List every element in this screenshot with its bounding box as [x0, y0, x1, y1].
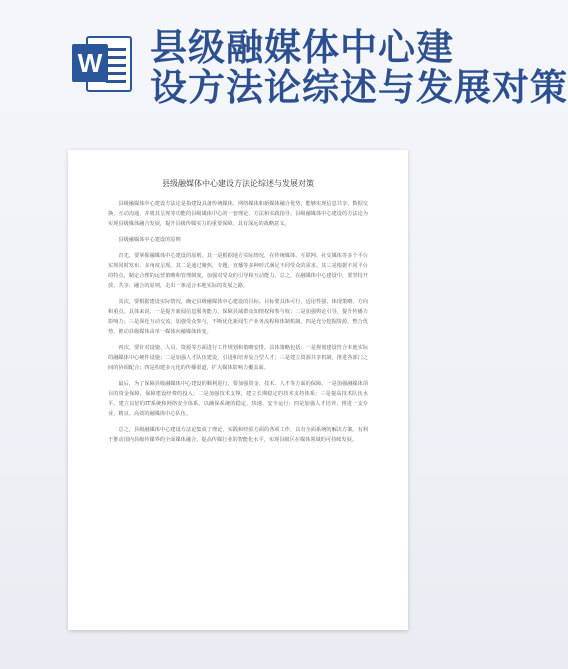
paragraph-fourth: 最后，为了保障县级融媒体中心建设的顺利进行，要加强资金、技术、人才等方面的保障。一是加强融媒体项目的资金保障，保障建设经费的投入；二是加强技术支撑，建立长期稳定的技术支持体系；三是提高技术队伍水平，建立良好的IT系统和网络安全体系，以确保系统的稳定、快速、安全运行；四是加强人才培养，推进一支专业、精良、高效的融媒体中心队伍。 [108, 381, 368, 417]
document-page [68, 150, 408, 630]
header-banner [0, 0, 568, 120]
paragraph-conclusion: 总之，县级融媒体中心建设方法论集成了理论、实践和经验方面的各项工作，具有全面系统的解决方案。有利于推动国内县级传媒界的全面媒体融合，提高传媒行业的智能化水平，实现县级区在媒体领域的可持续发展。 [108, 427, 368, 443]
word-document-icon [72, 34, 134, 96]
banner-title-line1: 县级融媒体中心建 [150, 26, 454, 69]
document-title: 县级融媒体中心建设方法论综述与发展对策 [162, 179, 314, 188]
banner-title [150, 26, 568, 109]
paragraph-intro: 县级融媒体中心建设方法论是指建设具备传统媒体、网络媒体和新媒体融合优势，能够实现信息共享、数据交换、互动沟通，并将其呈现等功能的县级媒体中心的一套理论、方法和实践指导。县级融媒体中心建设的方法论为实现县级媒体融合发展，提升县级传媒实力的重要保障，具有深远的战略意义。 [108, 201, 368, 227]
banner-title-line2: 设方法论综述与发展对策 [150, 66, 568, 109]
paragraph-second: 其次，要根据建设实际情况，确定县级融媒体中心建设的目标。目标要具体可行，适用性强，体现策略、方向和重点。具体来说，一是提升新闻信息服务能力，保障县域群众知情权和参与权；二是加强舆论引导，提升传播力影响力；三是深化互动交流，加强受众参与，不断优化新闻生产业务流程和体制机制。四是充分挖掘资源，整合优势，推动县级媒体由单一媒体向融媒体转变。 [108, 299, 368, 335]
word-badge: W [72, 44, 108, 82]
section-heading: 县级融媒体中心建设的原则 [118, 237, 181, 243]
paragraph-first: 首先，要掌握融媒体中心建设的原则。其一是根据地方实际情况，在传统媒体、互联网、社交媒体等多个平台实现同时发布、多角度呈现。其二是通过聚焦，专题、直播等多种形式满足不同受众的需求。其三是根据不同平台的特点，制定合理的运营策略和管理制度，加强对受众的引导和互动能力。总之，在融媒体中心建设中，要坚持开放、共享、融合的原则，走出一条适合本地实际的发展之路。 [108, 253, 368, 289]
paragraph-third: 再次，要针对设施、人员、资源等方面进行工作规划和策略安排。具体策略包括：一是规划建设符合本地实际的融媒体中心硬件设施；二是加强人才队伍建设，引进和培养复合型人才；三是建立资源共享机制，推进各部门之间的协调配合；四是构建多元化的传播渠道，扩大媒体影响力覆盖面。 [108, 345, 368, 371]
